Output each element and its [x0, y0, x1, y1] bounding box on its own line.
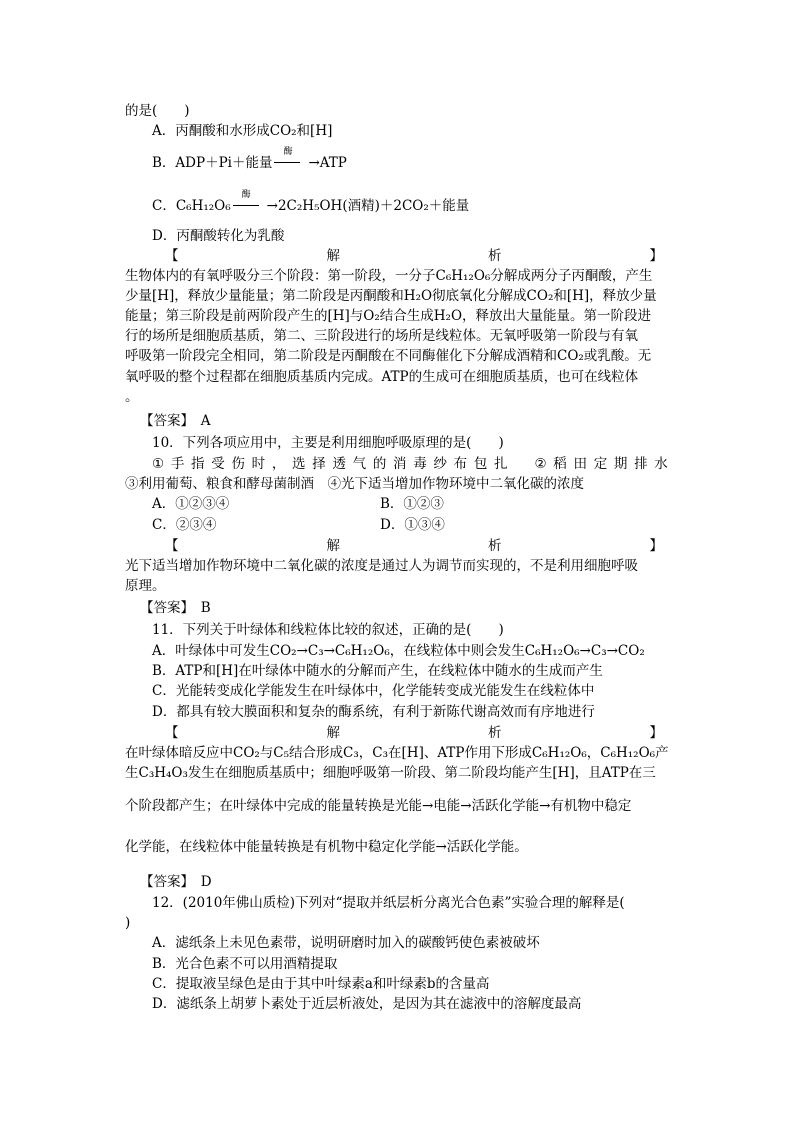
q9-explanation-line: 呼吸第一阶段完全相同，第二阶段是丙酮酸在不同酶催化下分解成酒精和CO₂或乳酸。无: [125, 348, 652, 364]
q12-option-b: B．光合色素不可以用酒精提取: [152, 956, 338, 972]
q12-option-d: D．滤纸条上胡萝卜素处于近层析液处，是因为其在滤液中的溶解度最高: [152, 996, 582, 1012]
q10-option-c: C．②③④: [152, 517, 217, 533]
q10-explanation-line: 光下适当增加作物环境中二氧化碳的浓度是通过人为调节而实现的，不是利用细胞呼吸: [125, 558, 638, 574]
q9-option-b: B．ADP＋Pi＋能量 酶 →ATP: [152, 147, 347, 171]
q12-option-a: A．滤纸条上未见色素带，说明研磨时加入的碳酸钙使色素被破坏: [152, 935, 540, 951]
q10-items-line-1: ① 手 指 受 伤 时 ， 选 择 透 气 的 消 毒 纱 布 包 扎 ② 稻 田 定 期 排 水: [152, 456, 668, 472]
q10-items-line-2: ③利用葡萄、粮食和酵母菌制酒 ④光下适当增加作物环境中二氧化碳的浓度: [125, 476, 584, 492]
q11-answer: 【答案】 D: [140, 874, 212, 890]
q10-answer: 【答案】 B: [140, 600, 211, 616]
q11-stem: 11．下列关于叶绿体和线粒体比较的叙述，正确的是( ): [152, 622, 504, 638]
q11-option-d: D．都具有较大膜面积和复杂的酶系统，有利于新陈代谢高效而有序地进行: [152, 704, 595, 720]
q9-option-c: C．C₆H₁₂O₆ 酶 →2C₂H₅OH(酒精)＋2CO₂＋能量: [152, 190, 470, 214]
q11-option-c: C．光能转变成化学能发生在叶绿体中，化学能转变成光能发生在线粒体中: [152, 683, 595, 699]
q9-stem-tail: 的是( ): [125, 103, 190, 119]
q9-explanation-line: 少量[H]，释放少量能量；第二阶段是丙酮酸和H₂O彻底氧化分解成CO₂和[H]，释放少量: [125, 288, 657, 304]
q9-explanation-line: 。: [125, 389, 139, 405]
q11-option-a: A．叶绿体中可发生CO₂→C₃→C₆H₁₂O₆，在线粒体中则会发生C₆H₁₂O₆→C₃→CO₂: [152, 643, 645, 659]
q11-jiexi-heading: 【 解 析 】: [165, 725, 663, 741]
reaction-arrow-icon: 酶: [233, 195, 265, 213]
q10-option-a: A．①②③④: [152, 496, 230, 512]
q11-explanation-line: 化学能，在线粒体中能量转换是有机物中稳定化学能→活跃化学能。: [125, 839, 528, 855]
q9-explanation-line: 氧呼吸的整个过程都在细胞质基质内完成。ATP的生成可在细胞质基质，也可在线粒体: [125, 369, 639, 385]
q12-stem-tail: ): [125, 915, 131, 931]
q11-explanation-line: 个阶段都产生；在叶绿体中完成的能量转换是光能→电能→活跃化学能→有机物中稳定: [125, 798, 632, 814]
q12-stem: 12．(2010年佛山质检)下列对“提取并纸层析分离光合色素”实验合理的解释是(: [152, 895, 625, 911]
q11-explanation-line: 在叶绿体暗反应中CO₂与C₅结合形成C₃，C₃在[H]、ATP作用下形成C₆H₁₂O₆，C₆H₁₂O₆产: [125, 745, 669, 761]
q12-option-c: C．提取液呈绿色是由于其中叶绿素a和叶绿素b的含量高: [152, 976, 490, 992]
q10-explanation-line: 原理。: [125, 578, 166, 594]
q11-option-b: B．ATP和[H]在叶绿体中随水的分解而产生，在线粒体中随水的生成而产生: [152, 663, 603, 679]
q10-jiexi-heading: 【 解 析 】: [165, 538, 663, 554]
q9-option-d: D．丙酮酸转化为乳酸: [152, 228, 285, 244]
reaction-arrow-icon: 酶: [274, 152, 306, 170]
q10-option-d: D．①③④: [380, 517, 445, 533]
q11-explanation-line: 生C₃H₄O₃发生在细胞质基质中；细胞呼吸第一阶段、第二阶段均能产生[H]，且ATP在三: [125, 765, 656, 781]
q9-answer: 【答案】 A: [140, 413, 211, 429]
q10-stem: 10．下列各项应用中，主要是利用细胞呼吸原理的是( ): [152, 435, 504, 451]
q9-option-a: A．丙酮酸和水形成CO₂和[H]: [152, 123, 333, 139]
q9-explanation-line: 行的场所是细胞质基质，第二、三阶段进行的场所是线粒体。无氧呼吸第一阶段与有氧: [125, 328, 638, 344]
q9-jiexi-heading: 【 解 析 】: [165, 248, 663, 264]
q9-explanation-line: 能量；第三阶段是前两阶段产生的[H]与O₂结合生成H₂O，释放出大量能量。第一阶段进: [125, 308, 652, 324]
q10-option-b: B．①②③: [380, 496, 444, 512]
q9-explanation-line: 生物体内的有氧呼吸分三个阶段：第一阶段，一分子C₆H₁₂O₆分解成两分子丙酮酸，产生: [125, 268, 653, 284]
